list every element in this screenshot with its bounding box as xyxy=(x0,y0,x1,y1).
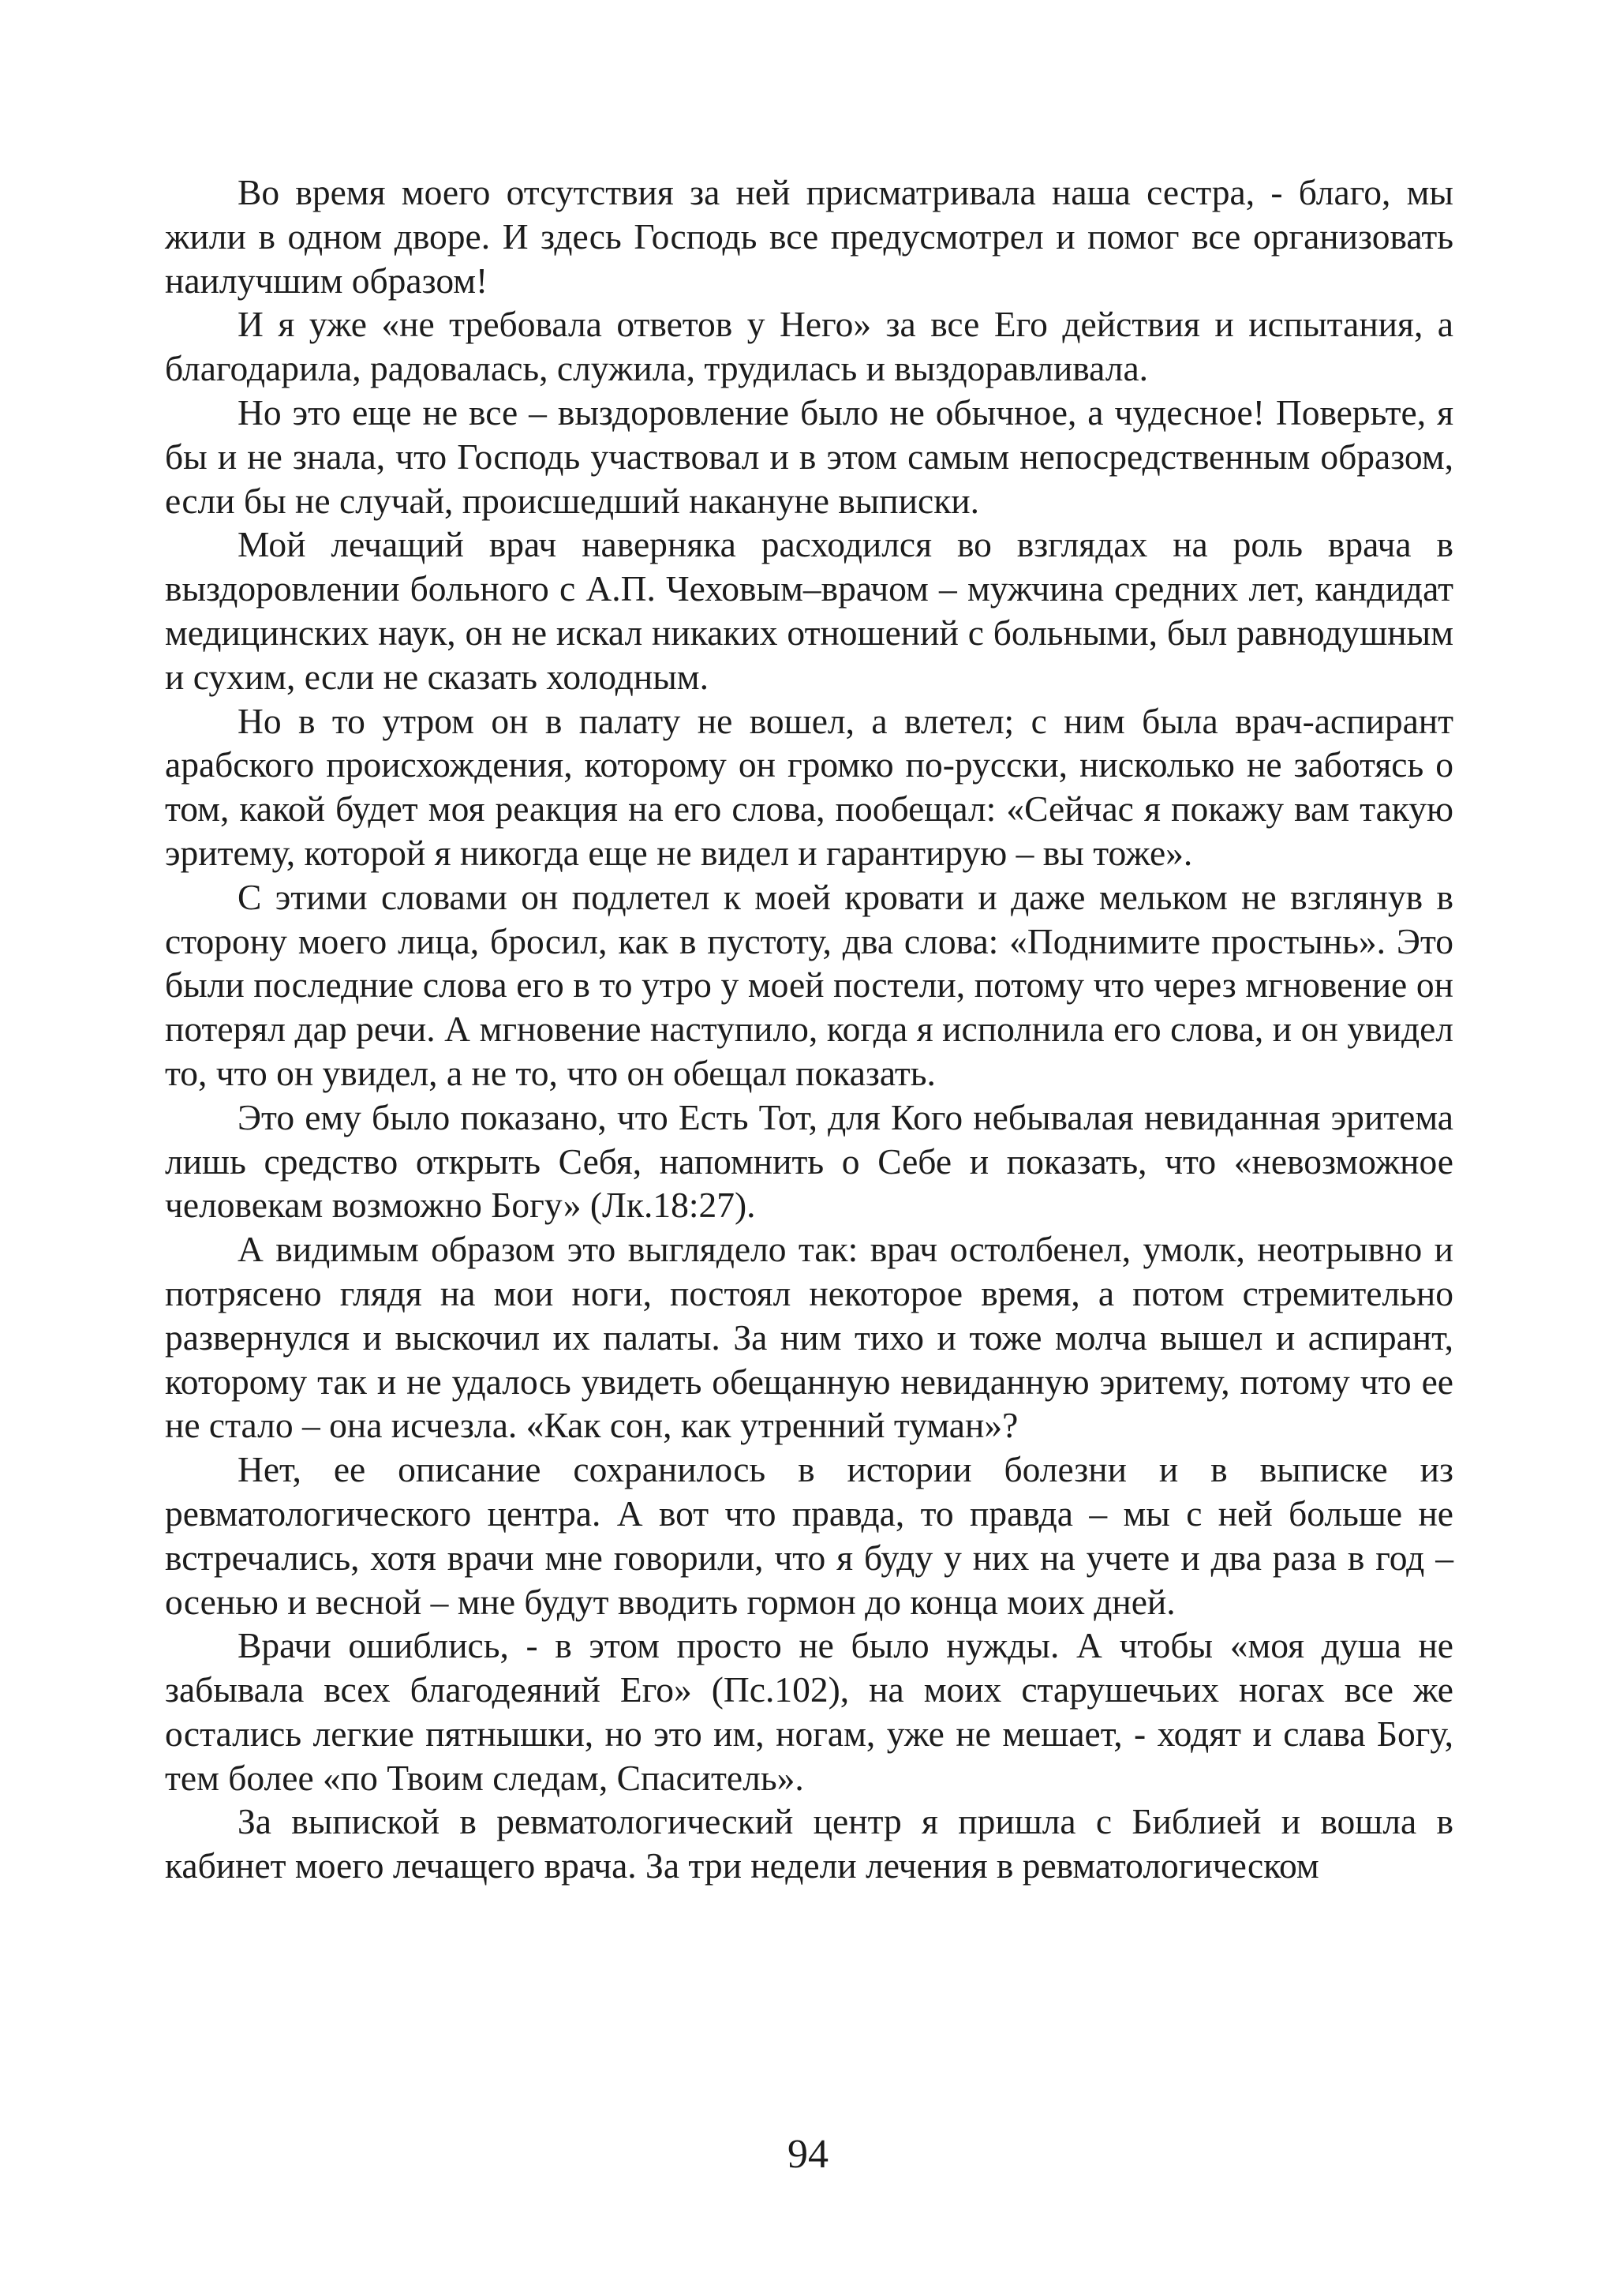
paragraph-6: С этими словами он подлетел к моей кровати и даже мельком не взглянув в сторону моего лица, бросил, как в пустоту, два слова: «Поднимите простынь». Это были последние слова его в то утро у моей постели, потому что через мгновение он потерял дар речи. А мгновение наступило, когда я исполнила его слова, и он увидел то, что он увидел, а не то, что он обещал показать. xyxy=(165,876,1453,1093)
paragraph-1: Во время моего отсутствия за ней присматривала наша сестра, - благо, мы жили в одном дворе. И здесь Господь все предусмотрел и помог все организовать наилучшим образом! xyxy=(165,172,1453,301)
paragraph-8: А видимым образом это выглядело так: врач остолбенел, умолк, неотрывно и потрясено глядя на мои ноги, постоял некоторое время, а потом стремительно развернулся и выскочил их палаты. За ним тихо и тоже молча вышел и аспирант, которому так и не удалось увидеть обещанную невиданную эритему, потому что ее не стало – она исчезла. «Как сон, как утренний туман»? xyxy=(165,1229,1453,1446)
paragraph-2: И я уже «не требовала ответов у Него» за все Его действия и испытания, а благодарила, радовалась, служила, трудилась и выздоравливала. xyxy=(165,304,1453,389)
body-text xyxy=(165,170,1453,1888)
paragraph-7: Это ему было показано, что Есть Тот, для Кого небывалая невиданная эритема лишь средство открыть Себя, напомнить о Себе и показать, что «невозможное человекам возможно Богу» (Лк.18:27). xyxy=(165,1096,1453,1226)
paragraph-10: Врачи ошиблись, - в этом просто не было нужды. А чтобы «моя душа не забывала всех благодеяний Его» (Пс.102), на моих старушечьих ногах все же остались легкие пятнышки, но это им, ногам, уже не мешает, - ходят и слава Богу, тем более «по Твоим следам, Спаситель». xyxy=(165,1625,1453,1798)
paragraph-11: За выпиской в ревматологический центр я пришла с Библией и вошла в кабинет моего лечащего врача. За три недели лечения в ревматологическом xyxy=(165,1801,1453,1886)
page-number: 94 xyxy=(787,2132,829,2177)
paragraph-5: Но в то утром он в палату не вошел, а влетел; с ним была врач-аспирант арабского происхождения, которому он громко по-русски, нисколько не заботясь о том, какой будет моя реакция на его слова, пообещал: «Сейчас я покажу вам такую эритему, которой я никогда еще не видел и гарантирую – вы тоже». xyxy=(165,700,1453,873)
paragraph-3: Но это еще не все – выздоровление было не обычное, а чудесное! Поверьте, я бы и не знала, что Господь участвовал и в этом самым непосредственным образом, если бы не случай, происшедший накануне выписки. xyxy=(165,391,1453,521)
paragraph-9: Нет, ее описание сохранилось в истории болезни и в выписке из ревматологического центра. А вот что правда, то правда – мы с ней больше не встречались, хотя врачи мне говорили, что я буду у них на учете и два раза в год – осенью и весной – мне будут вводить гормон до конца моих дней. xyxy=(165,1449,1453,1622)
paragraph-4: Мой лечащий врач наверняка расходился во взглядах на роль врача в выздоровлении больного с А.П. Чеховым–врачом – мужчина средних лет, кандидат медицинских наук, он не искал никаких отношений с больными, был равнодушным и сухим, если не сказать холодным. xyxy=(165,524,1453,697)
